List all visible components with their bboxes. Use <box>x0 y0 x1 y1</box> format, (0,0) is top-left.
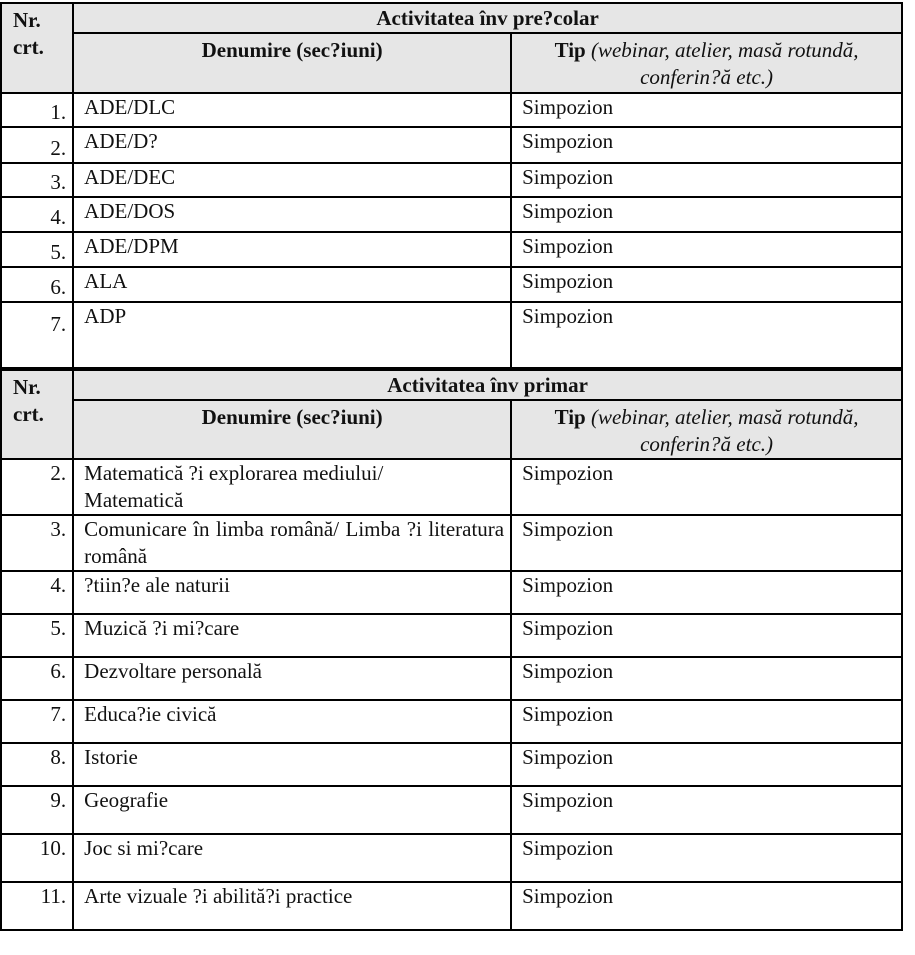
tip-label: Tip <box>554 38 586 62</box>
denumire-header: Denumire (sec?iuni) <box>73 400 511 459</box>
row-denumire: Comunicare în limba română/ Limba ?i literatura română <box>73 515 511 571</box>
nr-label: Nr. <box>13 8 41 32</box>
table-row <box>1 163 902 197</box>
row-number: 5. <box>1 614 73 657</box>
row-tip: Simpozion <box>511 163 902 197</box>
table-primar <box>0 369 903 931</box>
crt-label: crt. <box>13 35 44 59</box>
row-number: 2. <box>1 459 73 515</box>
row-tip: Simpozion <box>511 232 902 267</box>
row-number: 4. <box>1 197 73 232</box>
tip-note: (webinar, atelier, masă rotundă, conferin?ă etc.) <box>590 38 859 89</box>
row-denumire: ADE/DLC <box>73 93 511 127</box>
row-number: 3. <box>1 163 73 197</box>
row-denumire: Istorie <box>73 743 511 786</box>
table-row <box>1 515 902 571</box>
row-tip: Simpozion <box>511 743 902 786</box>
row-number: 10. <box>1 834 73 882</box>
row-tip: Simpozion <box>511 700 902 743</box>
row-tip: Simpozion <box>511 786 902 834</box>
row-tip: Simpozion <box>511 614 902 657</box>
row-number: 9. <box>1 786 73 834</box>
row-number: 8. <box>1 743 73 786</box>
row-denumire: ALA <box>73 267 511 302</box>
row-denumire: ?tiin?e ale naturii <box>73 571 511 614</box>
row-tip: Simpozion <box>511 302 902 368</box>
row-tip: Simpozion <box>511 882 902 930</box>
table-row <box>1 743 902 786</box>
row-tip: Simpozion <box>511 515 902 571</box>
table-row <box>1 267 902 302</box>
table-row <box>1 302 902 368</box>
row-tip: Simpozion <box>511 834 902 882</box>
row-number: 2. <box>1 127 73 163</box>
row-number: 3. <box>1 515 73 571</box>
tip-header <box>511 33 902 93</box>
row-denumire: Dezvoltare personală <box>73 657 511 700</box>
nr-label: Nr. <box>13 375 41 399</box>
row-number: 11. <box>1 882 73 930</box>
table-row <box>1 571 902 614</box>
row-tip: Simpozion <box>511 93 902 127</box>
row-denumire: Arte vizuale ?i abilită?i practice <box>73 882 511 930</box>
row-number: 7. <box>1 302 73 368</box>
row-denumire: Geografie <box>73 786 511 834</box>
table-row <box>1 882 902 930</box>
table-row <box>1 786 902 834</box>
row-number: 7. <box>1 700 73 743</box>
row-tip: Simpozion <box>511 127 902 163</box>
table-row <box>1 700 902 743</box>
tip-note: (webinar, atelier, masă rotundă, conferin?ă etc.) <box>590 405 859 456</box>
row-number: 6. <box>1 657 73 700</box>
row-tip: Simpozion <box>511 197 902 232</box>
row-denumire: Educa?ie civică <box>73 700 511 743</box>
table-row <box>1 232 902 267</box>
table-prescolar <box>0 2 903 369</box>
table-row <box>1 834 902 882</box>
row-tip: Simpozion <box>511 571 902 614</box>
crt-label: crt. <box>13 402 44 426</box>
row-denumire: ADE/D? <box>73 127 511 163</box>
table-row <box>1 93 902 127</box>
group-title: Activitatea înv pre?colar <box>73 3 902 33</box>
tip-label: Tip <box>554 405 586 429</box>
nr-crt-header <box>1 3 73 93</box>
row-number: 6. <box>1 267 73 302</box>
table-row <box>1 197 902 232</box>
row-number: 4. <box>1 571 73 614</box>
table-row <box>1 614 902 657</box>
table-row <box>1 657 902 700</box>
row-number: 1. <box>1 93 73 127</box>
row-denumire: ADE/DEC <box>73 163 511 197</box>
row-denumire: ADP <box>73 302 511 368</box>
row-denumire: Joc si mi?care <box>73 834 511 882</box>
denumire-header: Denumire (sec?iuni) <box>73 33 511 93</box>
row-tip: Simpozion <box>511 267 902 302</box>
row-denumire: Muzică ?i mi?care <box>73 614 511 657</box>
row-number: 5. <box>1 232 73 267</box>
group-title: Activitatea înv primar <box>73 370 902 400</box>
row-denumire: ADE/DPM <box>73 232 511 267</box>
table-row <box>1 459 902 515</box>
row-denumire: Matematică ?i explorarea mediului/ Matematică <box>73 459 511 515</box>
table-row <box>1 127 902 163</box>
nr-crt-header <box>1 370 73 459</box>
row-denumire: ADE/DOS <box>73 197 511 232</box>
row-tip: Simpozion <box>511 657 902 700</box>
row-tip: Simpozion <box>511 459 902 515</box>
tip-header <box>511 400 902 459</box>
